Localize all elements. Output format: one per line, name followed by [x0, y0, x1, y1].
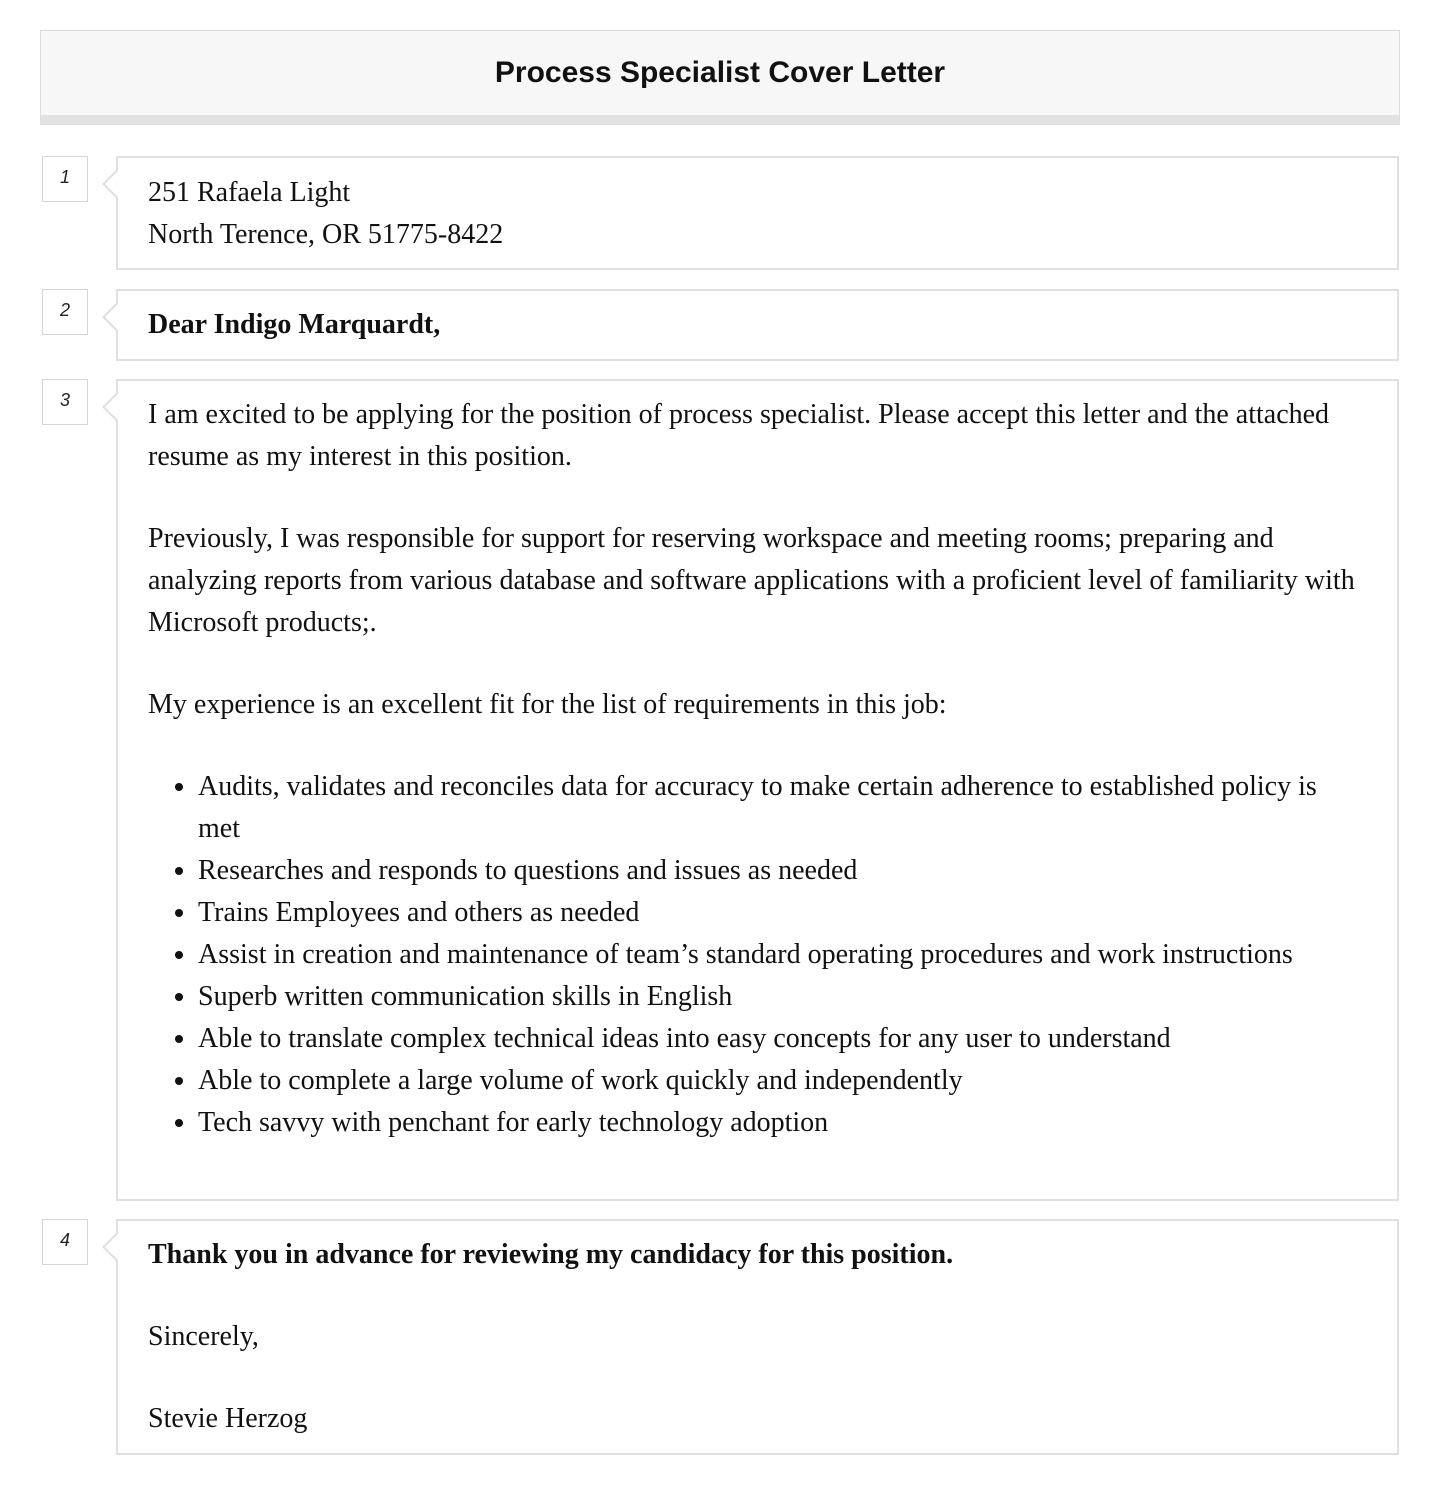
- list-item: • Audits, validates and reconciles data for accuracy to make certain adherence to established policy is met: [198, 766, 1367, 850]
- section-number: 3: [42, 379, 88, 425]
- address-line-1: 251 Rafaela Light: [148, 177, 351, 208]
- closing-card: [116, 1219, 1399, 1455]
- signature-name: Stevie Herzog: [148, 1403, 308, 1434]
- closing-salutation: Sincerely,: [148, 1321, 259, 1352]
- section-number: 2: [42, 289, 88, 335]
- intro-paragraph: I am excited to be applying for the position of process specialist. Please accept this letter and the attached resume as my interest in this position.: [148, 399, 1330, 472]
- list-item: • Superb written communication skills in English: [198, 976, 1367, 1018]
- body-card: [116, 379, 1399, 1201]
- requirements-list: [148, 766, 1367, 1144]
- greeting-card: [116, 289, 1399, 361]
- greeting: Dear Indigo Marquardt,: [148, 309, 441, 340]
- page-header: [40, 30, 1400, 125]
- page-title: Process Specialist Cover Letter: [494, 56, 946, 89]
- list-item: • Able to complete a large volume of work quickly and independently: [198, 1060, 1367, 1102]
- address-card: [116, 156, 1399, 270]
- list-item: • Researches and responds to questions and issues as needed: [198, 850, 1367, 892]
- section-number: 4: [42, 1219, 88, 1265]
- list-item: • Trains Employees and others as needed: [198, 892, 1367, 934]
- address-line-2: North Terence, OR 51775-8422: [148, 219, 504, 250]
- list-item: • Assist in creation and maintenance of team’s standard operating procedures and work instructions: [198, 934, 1367, 976]
- section-number: 1: [42, 156, 88, 202]
- thanks-statement: Thank you in advance for reviewing my candidacy for this position.: [148, 1239, 954, 1270]
- list-item: • Able to translate complex technical ideas into easy concepts for any user to understand: [198, 1018, 1367, 1060]
- list-item: • Tech savvy with penchant for early technology adoption: [198, 1102, 1367, 1144]
- experience-paragraph: Previously, I was responsible for support for reserving workspace and meeting rooms; preparing and analyzing reports from various database and software applications with a proficient level of familiarity with Microsoft products;.: [148, 523, 1355, 638]
- fit-statement: My experience is an excellent fit for the list of requirements in this job:: [148, 689, 947, 720]
